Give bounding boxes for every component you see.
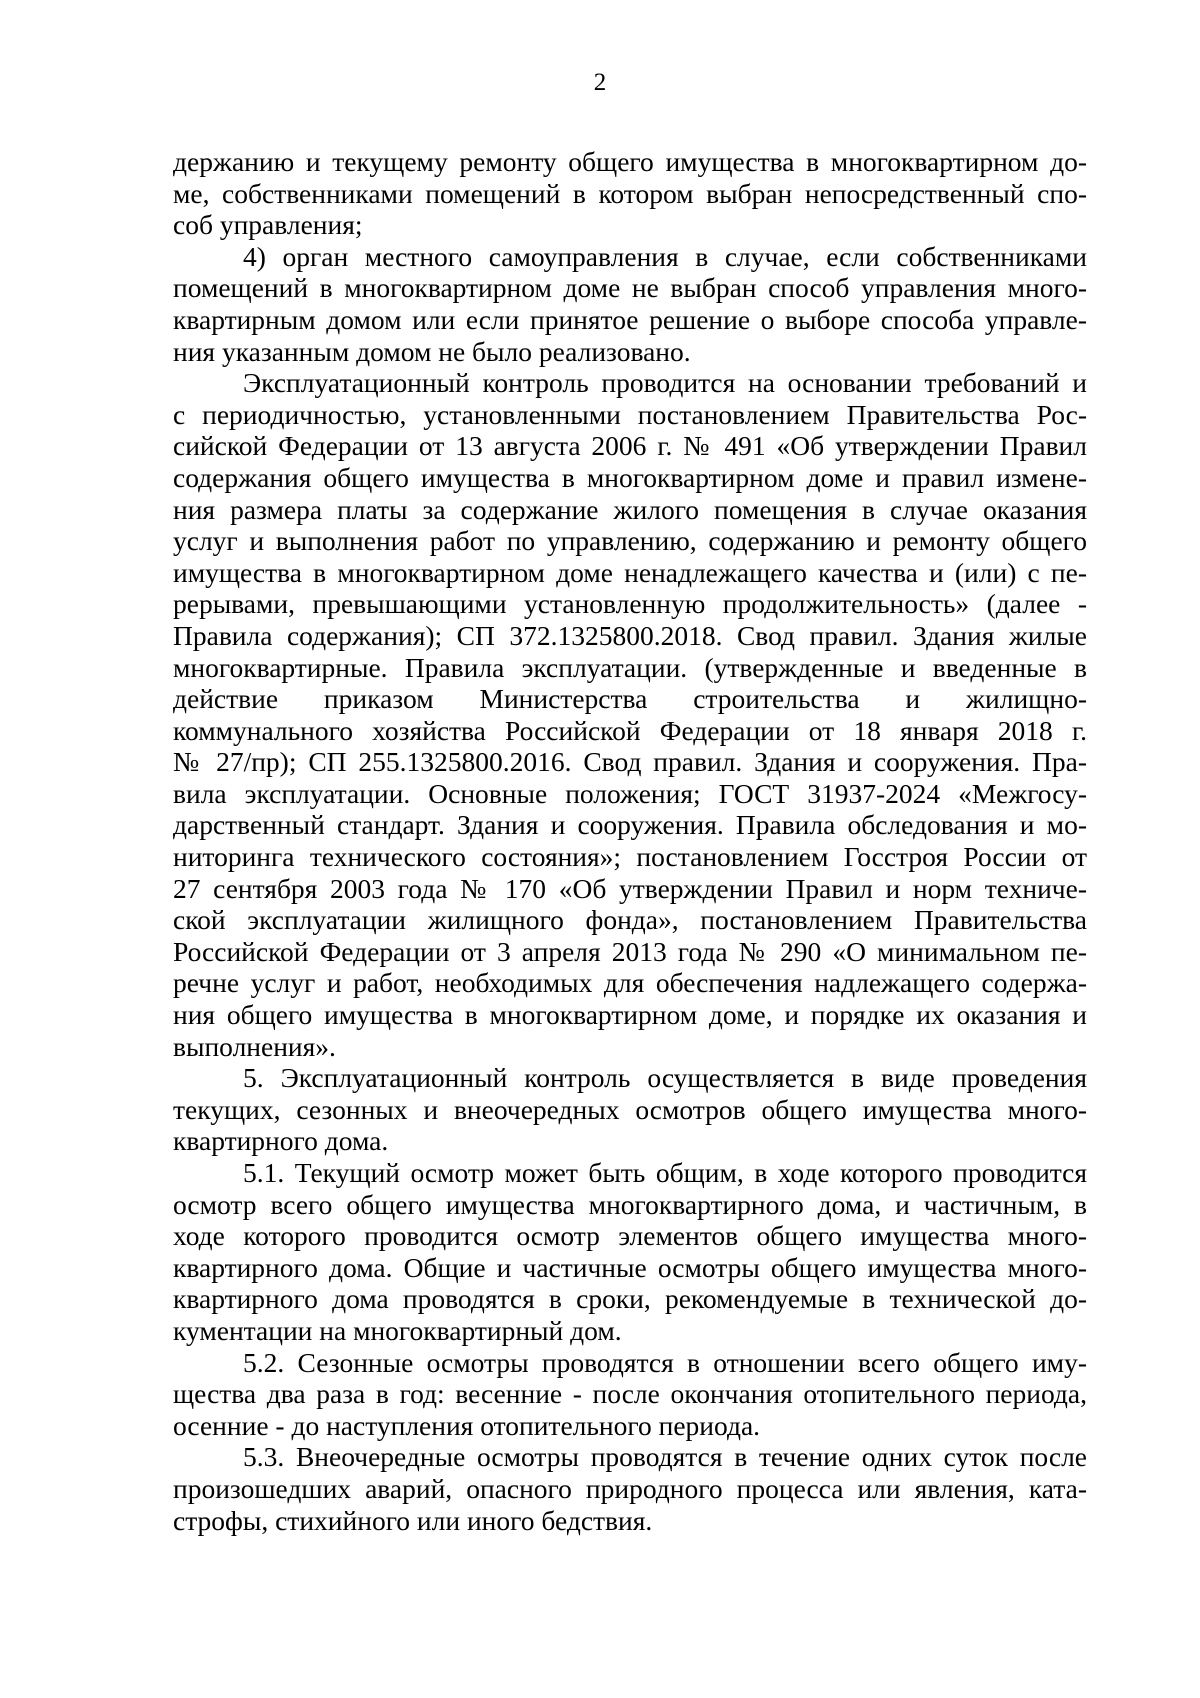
text-line: Правила содержания); СП 372.1325800.2018. Свод правил. Здания жилые: [173, 619, 1087, 651]
text-line: 4) орган местного самоуправления в случае, если собственниками: [243, 240, 1087, 272]
text-line: рерывами, превышающими установленную продолжительность» (далее -: [173, 588, 1087, 620]
text-line: имущества в многоквартирном доме ненадлежащего качества и (или) с пе-: [173, 556, 1087, 588]
text-line: квартирного дома.: [173, 1125, 389, 1157]
text-line: осенние - до наступления отопительного периода.: [173, 1409, 761, 1441]
text-line: ниторинга технического состояния»; постановлением Госстроя России от: [173, 841, 1087, 873]
paragraph: [173, 1347, 1087, 1442]
text-line: 5.2. Сезонные осмотры проводятся в отношении всего общего иму-: [243, 1346, 1087, 1378]
text-line: кументации на многоквартирный дом.: [173, 1314, 622, 1346]
text-line: щества два раза в год: весенние - после окончания отопительного периода,: [173, 1378, 1087, 1410]
text-line: выполнения».: [173, 1030, 336, 1062]
text-line: речне услуг и работ, необходимых для обеспечения надлежащего содержа-: [173, 967, 1087, 999]
text-line: держанию и текущему ремонту общего имущества в многоквартирном до-: [173, 146, 1087, 177]
text-line: ской эксплуатации жилищного фонда», постановлением Правительства: [173, 904, 1087, 936]
text-line: ния размера платы за содержание жилого помещения в случае оказания: [173, 493, 1087, 525]
text-line: 5.1. Текущий осмотр может быть общим, в ходе которого проводится: [243, 1157, 1087, 1188]
text-line: ния общего имущества в многоквартирном доме, и порядке их оказания и: [173, 999, 1087, 1031]
text-line: ме, собственниками помещений в котором выбран непосредственный спо-: [173, 177, 1087, 209]
text-line: квартирного дома проводятся в сроки, рекомендуемые в технической до-: [173, 1283, 1087, 1315]
paragraph: [173, 1441, 1087, 1536]
paragraph: [173, 241, 1087, 367]
text-line: многоквартирные. Правила эксплуатации. (утвержденные и введенные в: [173, 651, 1087, 683]
paragraph: [173, 367, 1087, 1062]
text-line: услуг и выполнения работ по управлению, содержанию и ремонту общего: [173, 525, 1087, 557]
text-line: квартирным домом или если принятое решение о выборе способа управле-: [173, 303, 1087, 335]
text-line: строфы, стихийного или иного бедствия.: [173, 1504, 653, 1536]
text-line: 27 сентября 2003 года № 170 «Об утверждении Правил и норм техниче-: [173, 872, 1087, 904]
text-line: действие приказом Министерства строительства и жилищно-: [173, 683, 1087, 715]
paragraph: [173, 1157, 1087, 1347]
text-line: Эксплуатационный контроль проводится на основании требований и: [243, 367, 1087, 399]
text-line: № 27/пр); СП 255.1325800.2016. Свод правил. Здания и сооружения. Пра-: [173, 746, 1087, 778]
text-line: произошедших аварий, опасного природного процесса или явления, ката-: [173, 1472, 1087, 1504]
text-line: осмотр всего общего имущества многоквартирного дома, и частичным, в: [173, 1188, 1087, 1220]
document-body: [173, 146, 1087, 1536]
text-line: с периодичностью, установленными постановлением Правительства Рос-: [173, 398, 1087, 430]
text-line: текущих, сезонных и внеочередных осмотров общего имущества много-: [173, 1093, 1087, 1125]
text-line: ния указанным домом не было реализовано.: [173, 335, 691, 367]
text-line: сийской Федерации от 13 августа 2006 г. № 491 «Об утверждении Правил: [173, 430, 1087, 462]
paragraph: [173, 146, 1087, 241]
text-line: коммунального хозяйства Российской Федерации от 18 января 2018 г.: [173, 714, 1087, 746]
text-line: вила эксплуатации. Основные положения; ГОСТ 31937-2024 «Межгосу-: [173, 777, 1087, 809]
text-line: соб управления;: [173, 209, 363, 241]
text-line: 5. Эксплуатационный контроль осуществляется в виде проведения: [243, 1062, 1087, 1094]
text-line: квартирного дома. Общие и частичные осмотры общего имущества много-: [173, 1251, 1087, 1283]
text-line: 5.3. Внеочередные осмотры проводятся в течение одних суток после: [243, 1441, 1087, 1473]
paragraph: [173, 1062, 1087, 1157]
text-line: помещений в многоквартирном доме не выбран способ управления много-: [173, 272, 1087, 304]
text-line: дарственный стандарт. Здания и сооружения. Правила обследования и мо-: [173, 809, 1087, 841]
text-line: ходе которого проводится осмотр элементов общего имущества много-: [173, 1220, 1087, 1252]
text-line: содержания общего имущества в многоквартирном доме и правил измене-: [173, 461, 1087, 493]
text-line: Российской Федерации от 3 апреля 2013 года № 290 «О минимальном пе-: [173, 935, 1087, 967]
page-number: 2: [593, 69, 607, 96]
